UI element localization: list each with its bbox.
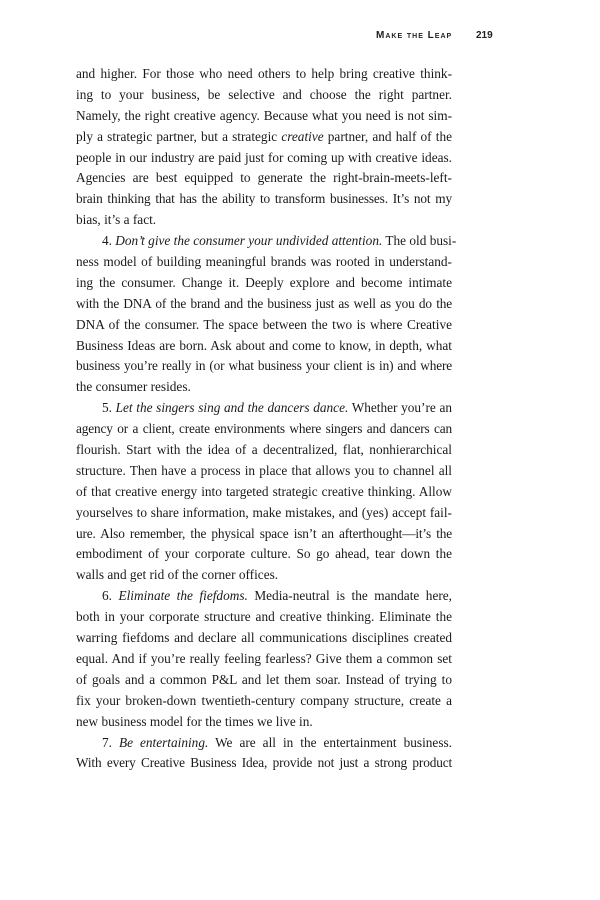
- text-line: ing to your business, be selective and choose the right partner.: [76, 86, 452, 102]
- text-line: agency or a client, create environments where singers and dancers can: [76, 421, 452, 437]
- text-line: the consumer resides.: [76, 379, 191, 395]
- text-line: embodiment of your corporate culture. So go ahead, tear down the: [76, 546, 452, 562]
- text-line: of goals and a common P&L and let them soar. Instead of trying to: [76, 671, 452, 687]
- text-span: Whether you’re an: [348, 400, 453, 416]
- text-line: and higher. For those who need others to help bring creative think-: [76, 66, 452, 81]
- text-line: with the DNA of the brand and the business just as well as you do the: [76, 295, 452, 311]
- item-number: 5.: [102, 400, 116, 416]
- text-line: ure. Also remember, the physical space isn’t an afterthought—it’s the: [76, 525, 452, 541]
- text-span: The old busi-: [382, 233, 457, 249]
- list-item-4-heading: [76, 231, 457, 252]
- text-line: Namely, the right creative agency. Because what you need is not sim-: [76, 107, 452, 123]
- emphasis: creative: [281, 128, 324, 144]
- text-line: people in our industry are paid just for coming up with creative ideas.: [76, 149, 452, 165]
- text-line: equal. And if you’re really feeling fearless? Give them a common set: [76, 650, 452, 666]
- body-text: [76, 64, 457, 774]
- item-title: Don’t give the consumer your undivided attention.: [115, 233, 383, 249]
- running-head: [0, 30, 600, 44]
- text-line: Agencies are best equipped to generate the right-brain-meets-left-: [76, 170, 452, 186]
- item-number: 6.: [102, 588, 119, 604]
- running-head-title: Make the Leap: [376, 30, 453, 41]
- text-line: Business Ideas are born. Ask about and come to know, in depth, what: [76, 337, 452, 353]
- text-line: of that creative energy into targeted strategic creative thinking. Allow: [76, 483, 452, 499]
- item-title: Eliminate the fiefdoms.: [118, 588, 248, 604]
- text-line: warring fiefdoms and declare all communications disciplines created: [76, 630, 452, 646]
- text-line: With every Creative Business Idea, provide not just a strong product: [76, 755, 452, 771]
- text-span: partner, and half of the: [323, 128, 452, 144]
- text-line: bias, it’s a fact.: [76, 212, 157, 228]
- text-line: brain thinking that has the ability to transform businesses. It’s not my: [76, 191, 452, 207]
- text-line: ness model of building meaningful brands was rooted in understand-: [76, 254, 452, 270]
- text-line: DNA of the consumer. The space between the two is where Creative: [76, 316, 452, 332]
- text-span: We are all in the entertainment business.: [208, 734, 453, 750]
- list-item-5-heading: [76, 398, 452, 419]
- item-title: Be entertaining.: [118, 734, 209, 750]
- text-span: Media-neutral is the mandate here,: [247, 588, 453, 604]
- text-line: structure. Then have a process in place that allows you to channel all: [76, 462, 452, 478]
- list-item-7-heading: [76, 733, 452, 754]
- text-line: both in your corporate structure and creative thinking. Eliminate the: [76, 609, 452, 625]
- text-line: walls and get rid of the corner offices.: [76, 567, 279, 583]
- text-line: business you’re really in (or what business your client is in) and where: [76, 358, 452, 374]
- page-number: 219: [476, 30, 493, 41]
- text-span: ply a strategic partner, but a strategic: [76, 128, 282, 144]
- item-title: Let the singers sing and the dancers dance.: [115, 400, 349, 416]
- text-line: ing the consumer. Change it. Deeply explore and become intimate: [76, 274, 452, 290]
- item-number: 7.: [102, 734, 119, 750]
- list-item-6-heading: [76, 586, 452, 607]
- text-line: [76, 127, 452, 148]
- text-line: fix your broken-down twentieth-century company structure, create a: [76, 692, 452, 708]
- text-line: new business model for the times we live in.: [76, 713, 313, 729]
- text-line: flourish. Start with the idea of a decentralized, flat, nonhierarchical: [76, 442, 452, 458]
- item-number: 4.: [102, 233, 116, 249]
- text-line: yourselves to share information, make mistakes, and (yes) accept fail-: [76, 504, 452, 520]
